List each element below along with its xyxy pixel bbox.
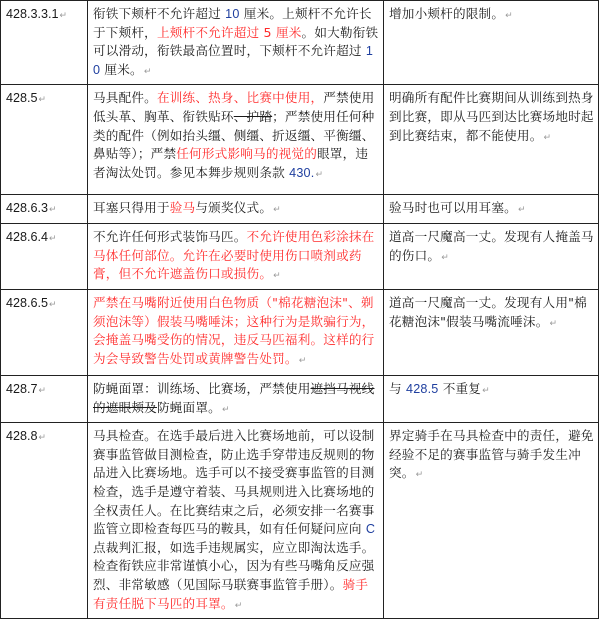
rule-text-cell [88, 289, 384, 375]
rules-table-body [1, 1, 599, 619]
text-segment-red: 在训练、热身、比赛中使用， [156, 90, 324, 106]
text-segment-red: 验马 [169, 200, 196, 216]
table-row [1, 375, 599, 422]
rule-code-cell [1, 195, 88, 224]
rule-note: 道高一尺魔高一丈。发现有人掩盖马的伤口。 [389, 228, 594, 263]
rule-note: 界定骑手在马具检查中的责任，避免经验不足的赛事监管与骑手发生冲突。 [389, 428, 594, 481]
text-segment-num: 10 [225, 7, 240, 21]
rule-note-cell [384, 289, 599, 375]
text-segment-red: 任何形式影响马的视觉的 [176, 146, 317, 162]
text-segment-red: 骑手有责任脱下马匹的耳罩。 [93, 576, 369, 611]
paragraph-mark-icon: ↵ [234, 600, 243, 611]
text-segment-red: 不允许使用色彩涂抹在马体任何部位。允许在必要时使用伤口喷剂或药膏，但不允许遮盖伤口或损伤。 [93, 228, 375, 282]
rule-note-cell [384, 1, 599, 85]
text-segment-strike: 遮挡马视线的遮眼颊及 [93, 380, 375, 415]
rule-text-cell [88, 423, 384, 619]
text-segment-num: 428.5 [406, 381, 439, 396]
paragraph-mark-icon: ↵ [298, 355, 307, 366]
paragraph-mark-icon: ↵ [273, 271, 281, 282]
rule-text-cell [88, 85, 384, 195]
rule-code-cell [1, 375, 88, 422]
paragraph-mark-icon: ↵ [543, 132, 552, 143]
table-row [1, 1, 599, 85]
paragraph-mark-icon: ↵ [517, 205, 526, 216]
rule-code: 428.6.3 [6, 201, 49, 216]
paragraph-mark-icon: ↵ [38, 384, 47, 395]
rule-note: 道高一尺魔高一丈。发现有人用"棉花糖泡沫"假装马嘴流唾沫。 [389, 294, 587, 329]
paragraph-mark-icon: ↵ [482, 385, 490, 396]
text-segment-normal: 严禁使用低头革、胸革、衔铁贴环 [93, 90, 375, 124]
text-segment-normal: ；严禁使用任何种类的配件（例如抬头缰、侧缰、折返缰、平衡缰、鼻贴等）；严禁 [93, 108, 375, 162]
text-segment-normal: 耳塞只得用于 [93, 200, 170, 216]
paragraph-mark-icon: ↵ [315, 169, 324, 180]
text-segment-num: 430. [289, 165, 315, 180]
rule-code-cell [1, 85, 88, 195]
paragraph-mark-icon: ↵ [221, 404, 230, 415]
rule-code: 428.8 [6, 429, 38, 444]
paragraph-mark-icon: ↵ [59, 10, 68, 20]
rule-note-cell [384, 223, 599, 289]
text-segment-normal: 与 [389, 380, 406, 396]
text-segment-num: 10 [93, 44, 374, 77]
paragraph-mark-icon: ↵ [49, 232, 57, 243]
text-segment-strike: 、护踏 [233, 108, 273, 124]
text-segment-red: 严禁在马嘴附近使用白色物质（"棉花糖泡沫"、剃须泡沫等）假装马嘴唾沫；这种行为是欺骗行为，会掩盖马嘴受伤的情况，违反马匹福利。这样的行为会导致警告处罚或黄牌警告处罚。 [93, 294, 375, 366]
rule-code: 428.6.5 [6, 295, 49, 310]
rule-code-cell [1, 423, 88, 619]
rule-code: 428.3.3.1 [6, 7, 59, 21]
text-segment-normal: 防蝇面罩。 [156, 399, 221, 415]
rule-code: 428.6.4 [6, 229, 49, 244]
text-segment-normal: 马具配件。 [93, 90, 157, 106]
rule-text-cell [88, 375, 384, 422]
text-segment-normal: 不允许任何形式装饰马匹。 [93, 228, 247, 244]
text-segment-normal: 马具检查。在选手最后进入比赛场地前，可以设制赛事监管做目测检查，防止选手穿带违反规则的物品进入比赛场地。选手可以不接受赛事监管的目测检查，选手是遵守着装、马具规则进入比赛场地的全权责任人。在比赛结束之后，必须安排一名赛事监管立即检查每匹马的鞍具，如有任何疑问应向 [93, 428, 375, 537]
table-row [1, 223, 599, 289]
table-row [1, 195, 599, 224]
rule-note: 明确所有配件比赛期间从训练到热身到比赛，即从马匹到达比赛场地时起到比赛结束，都不能使用。 [389, 90, 594, 143]
rule-code: 428.5 [6, 91, 38, 106]
paragraph-mark-icon: ↵ [49, 204, 57, 215]
rule-note-cell [384, 195, 599, 224]
paragraph-mark-icon: ↵ [441, 252, 449, 263]
paragraph-mark-icon: ↵ [415, 470, 424, 481]
text-segment-normal: 。如大勒衔铁可以滑动，衔铁最高位置时，下颊杆不允许超过 [93, 24, 379, 59]
rule-note: 增加小颊杆的限制。 [389, 6, 505, 21]
rule-code: 428.7 [6, 381, 38, 396]
table-row [1, 85, 599, 195]
text-segment-normal: 与颁奖仪式。 [195, 200, 273, 216]
rule-text-cell [88, 223, 384, 289]
paragraph-mark-icon: ↵ [38, 94, 47, 105]
rule-note-cell [384, 85, 599, 195]
paragraph-mark-icon: ↵ [549, 318, 558, 329]
text-segment-num: C [365, 522, 376, 537]
text-segment-red: 上颊杆不允许超过 5 厘米 [156, 24, 302, 40]
paragraph-mark-icon: ↵ [273, 205, 281, 216]
text-segment-normal: 不重复 [438, 380, 482, 396]
paragraph-mark-icon: ↵ [505, 11, 513, 21]
paragraph-mark-icon: ↵ [143, 66, 152, 77]
rule-note-cell [384, 375, 599, 422]
text-segment-normal: 眼罩，违者淘汰处罚。参见本舞步规则条款 [93, 146, 369, 180]
rule-code-cell [1, 223, 88, 289]
rule-text-cell [88, 195, 384, 224]
rule-note: 验马时也可以用耳塞。 [389, 200, 517, 216]
text-segment-normal: 点裁判汇报，如选手违规属实，应立即淘汰选手。检查衔铁应非常谨慎小心，因为有些马嘴角反应强烈、非常敏感（见国际马联赛事监管手册）。 [93, 539, 375, 592]
table-row [1, 289, 599, 375]
rule-note-cell [384, 423, 599, 619]
rule-text-cell [88, 1, 384, 85]
text-segment-normal: 防蝇面罩：训练场、比赛场，严禁使用 [93, 380, 311, 396]
rule-code-cell [1, 289, 88, 375]
paragraph-mark-icon: ↵ [38, 432, 47, 443]
paragraph-mark-icon: ↵ [49, 298, 57, 309]
text-segment-normal: 衔铁下颊杆不允许超过 [93, 6, 226, 21]
text-segment-normal: 厘米。上颊杆不允许长于下颊杆， [93, 6, 372, 40]
rule-code-cell [1, 1, 88, 85]
text-segment-normal: 厘米。 [100, 61, 143, 77]
table-row [1, 423, 599, 619]
